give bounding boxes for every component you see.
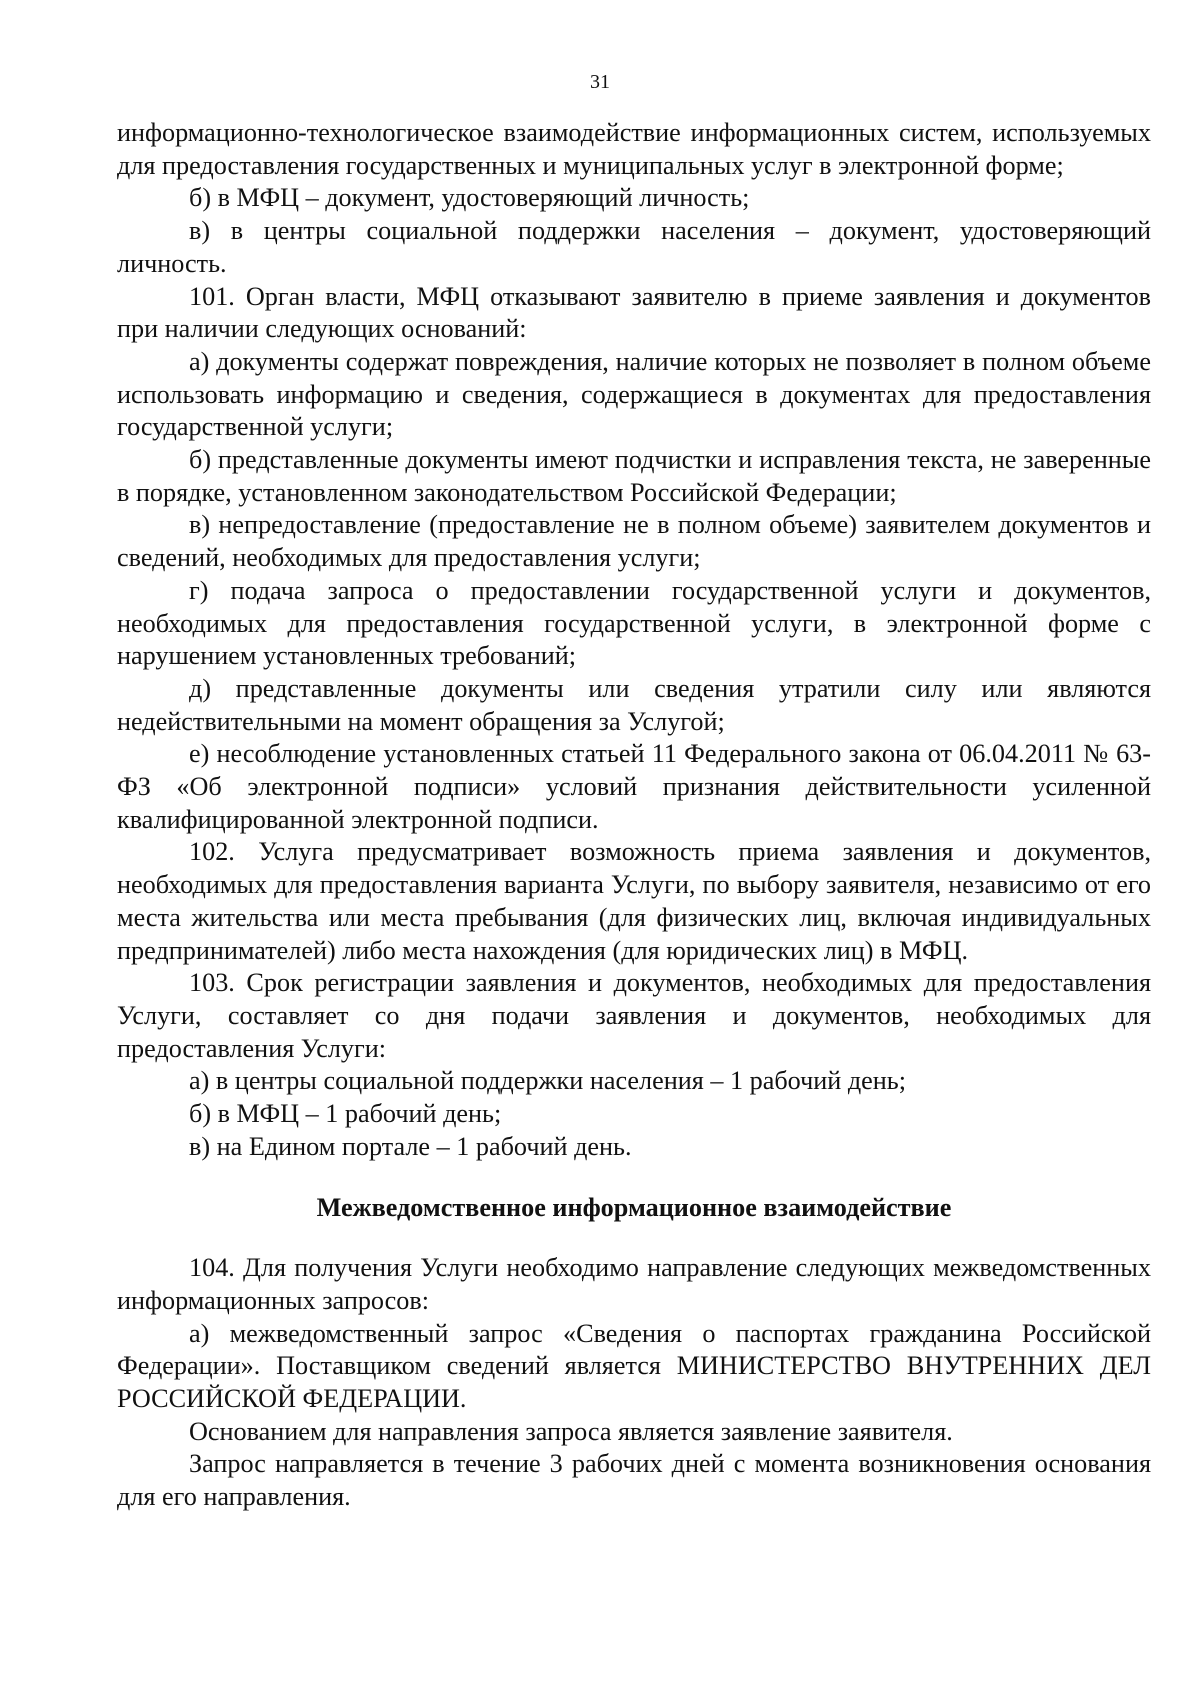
paragraph: в) непредоставление (предоставление не в полном объеме) заявителем документов и сведений, необходимых для предоставления услуги; [117,510,1151,573]
paragraph-102: 102. Услуга предусматривает возможность приема заявления и документов, необходимых для предоставления варианта Услуги, по выбору заявителя, независимо от его места жительства или места пребывания (для физических лиц, включая индивидуальных предпринимателей) либо места нахождения (для юридических лиц) в МФЦ. [117,837,1151,965]
paragraph: Основанием для направления запроса является заявление заявителя. [189,1416,953,1446]
paragraph-104: 104. Для получения Услуги необходимо направление следующих межведомственных информационных запросов: [117,1253,1151,1315]
document-body [117,117,1151,1514]
paragraph-103: 103. Срок регистрации заявления и документов, необходимых для предоставления Услуги, составляет со дня подачи заявления и документов, необходимых для предоставления Услуги: [117,968,1151,1063]
paragraph: в) на Едином портале – 1 рабочий день. [189,1131,632,1161]
paragraph: е) несоблюдение установленных статьей 11 Федерального закона от 06.04.2011 № 63-ФЗ «Об электронной подписи» условий признания действительности усиленной квалифицированной электронной подписи. [117,739,1151,834]
paragraph: в) в центры социальной поддержки населения – документ, удостоверяющий личность. [117,216,1151,278]
paragraph: информационно-технологическое взаимодействие информационных систем, используемых для предоставления государственных и муниципальных услуг в электронной форме; [117,118,1151,180]
paragraph: а) документы содержат повреждения, наличие которых не позволяет в полном объеме использовать информацию и сведения, содержащиеся в документах для предоставления государственной услуги; [117,346,1151,442]
page-number: 31 [590,71,610,93]
paragraph: г) подача запроса о предоставлении государственной услуги и документов, необходимых для предоставления государственной услуги, в электронной форме с нарушением установленных требований; [117,575,1151,671]
section-heading: Межведомственное информационное взаимодействие [316,1192,952,1222]
paragraph: б) в МФЦ – 1 рабочий день; [189,1099,502,1129]
paragraph: Запрос направляется в течение 3 рабочих дней с момента возникновения основания для его направления. [117,1449,1151,1512]
paragraph: б) представленные документы имеют подчистки и исправления текста, не заверенные в порядке, установленном законодательством Российской Федерации; [117,445,1151,507]
paragraph-101: 101. Орган власти, МФЦ отказывают заявителю в приеме заявления и документов при наличии следующих оснований: [117,281,1151,344]
paragraph: а) в центры социальной поддержки населения – 1 рабочий день; [189,1066,907,1096]
paragraph: д) представленные документы или сведения утратили силу или являются недействительными на момент обращения за Услугой; [117,673,1151,736]
paragraph: а) межведомственный запрос «Сведения о паспортах гражданина Российской Федерации». Поставщиком сведений является МИНИСТЕРСТВО ВНУТРЕННИХ ДЕЛ РОССИЙСКОЙ ФЕДЕРАЦИИ. [117,1318,1151,1414]
paragraph: б) в МФЦ – документ, удостоверяющий личность; [189,183,750,213]
